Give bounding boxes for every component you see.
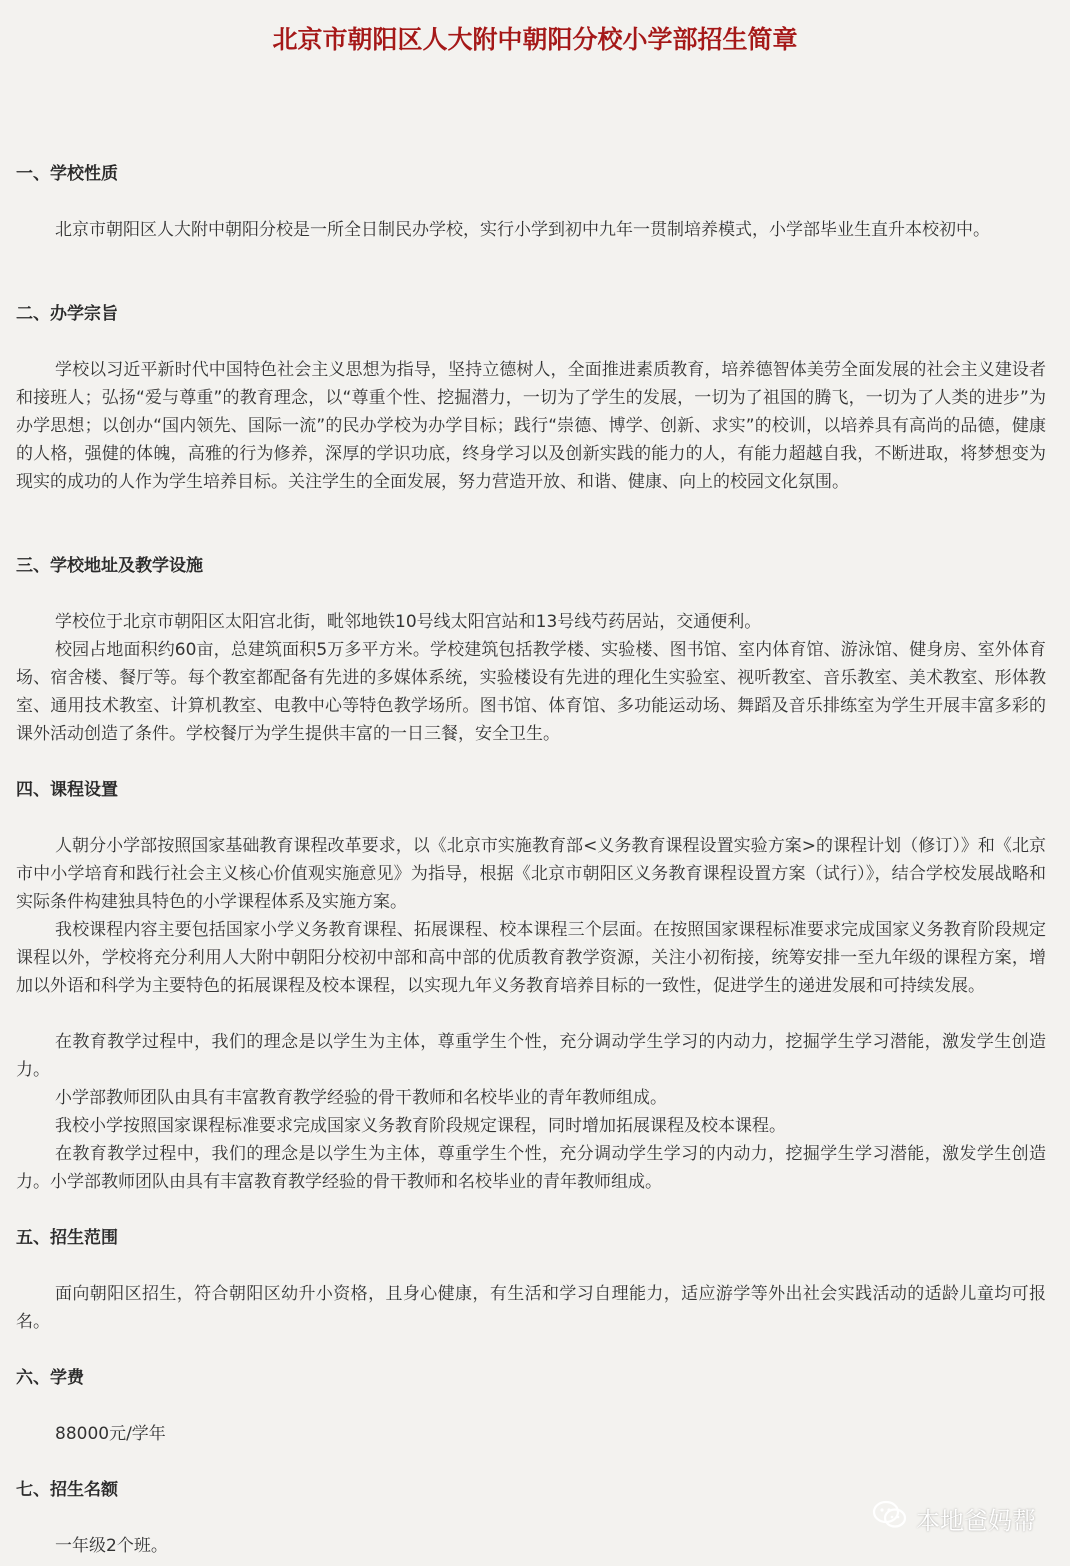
paragraph: 我校小学按照国家课程标准要求完成国家义务教育阶段规定课程，同时增加拓展课程及校本课程。 <box>55 1116 786 1136</box>
paragraph: 学校以习近平新时代中国特色社会主义思想为指导，坚持立德树人，全面推进素质教育，培养德智体美劳全面发展的社会主义建设者和接班人；弘扬“爱与尊重”的教育理念，以“尊重个性、挖掘潜力，一切为了学生的发展，一切为了祖国的腾飞，一切为了人类的进步”为办学思想；以创办“国内领先、国际一流”的民办学校为办学目标；践行“崇德、博学、创新、求实”的校训，以培养具有高尚的品德，健康的人格，强健的体魄，高雅的行为修养，深厚的学识功底，终身学习以及创新实践的能力的人，有能力超越自我，不断进取，将梦想变为现实的成功的人作为学生培养目标。关注学生的全面发展，努力营造开放、和谐、健康、向上的校园文化氛围。 <box>16 360 1046 492</box>
paragraph: 面向朝阳区招生，符合朝阳区幼升小资格，且身心健康，有生活和学习自理能力，适应游学等外出社会实践活动的适龄儿童均可报名。 <box>16 1284 1046 1332</box>
quota-value: 一年级2个班。 <box>55 1536 168 1556</box>
watermark <box>872 1500 1036 1536</box>
section-heading-curriculum: 四、课程设置 <box>16 780 118 800</box>
paragraph: 学校位于北京市朝阳区太阳宫北街，毗邻地铁10号线太阳宫站和13号线芍药居站，交通便利。 <box>55 612 762 632</box>
wechat-icon <box>872 1500 916 1536</box>
section-heading-nature: 一、学校性质 <box>16 164 118 184</box>
paragraph: 小学部教师团队由具有丰富教育教学经验的骨干教师和名校毕业的青年教师组成。 <box>55 1088 667 1108</box>
paragraph: 我校课程内容主要包括国家小学义务教育课程、拓展课程、校本课程三个层面。在按照国家课程标准要求完成国家义务教育阶段规定课程以外，学校将充分利用人大附中朝阳分校初中部和高中部的优质教育教学资源，关注小初衔接，统筹安排一至九年级的课程方案，增加以外语和科学为主要特色的拓展课程及校本课程，以实现九年义务教育培养目标的一致性，促进学生的递进发展和可持续发展。 <box>16 920 1046 996</box>
paragraph: 北京市朝阳区人大附中朝阳分校是一所全日制民办学校，实行小学到初中九年一贯制培养模式，小学部毕业生直升本校初中。 <box>55 220 990 240</box>
section-heading-enrollment-scope: 五、招生范围 <box>16 1228 118 1248</box>
watermark-text: 本地爸妈帮 <box>916 1506 1036 1535</box>
paragraph: 人朝分小学部按照国家基础教育课程改革要求，以《北京市实施教育部<义务教育课程设置实验方案>的课程计划（修订）》和《北京市中小学培育和践行社会主义核心价值观实施意见》为指导，根据《北京市朝阳区义务教育课程设置方案（试行）》，结合学校发展战略和实际条件构建独具特色的小学课程体系及实施方案。 <box>16 836 1046 912</box>
section-heading-address-facilities: 三、学校地址及教学设施 <box>16 556 203 576</box>
section-heading-tuition: 六、学费 <box>16 1368 84 1388</box>
section-heading-quota: 七、招生名额 <box>16 1480 118 1500</box>
paragraph: 在教育教学过程中，我们的理念是以学生为主体，尊重学生个性，充分调动学生学习的内动力，挖掘学生学习潜能，激发学生创造力。 <box>16 1032 1046 1080</box>
paragraph: 校园占地面积约60亩，总建筑面积5万多平方米。学校建筑包括教学楼、实验楼、图书馆、室内体育馆、游泳馆、健身房、室外体育场、宿舍楼、餐厅等。每个教室都配备有先进的多媒体系统，实验楼设有先进的理化生实验室、视听教室、音乐教室、美术教室、形体教室、通用技术教室、计算机教室、电教中心等特色教学场所。图书馆、体育馆、多功能运动场、舞蹈及音乐排练室为学生开展丰富多彩的课外活动创造了条件。学校餐厅为学生提供丰富的一日三餐，安全卫生。 <box>16 640 1046 744</box>
page-title: 北京市朝阳区人大附中朝阳分校小学部招生简章 <box>272 25 798 54</box>
tuition-value: 88000元/学年 <box>55 1424 166 1444</box>
section-heading-purpose: 二、办学宗旨 <box>16 304 118 324</box>
paragraph: 在教育教学过程中，我们的理念是以学生为主体，尊重学生个性，充分调动学生学习的内动力，挖掘学生学习潜能，激发学生创造力。小学部教师团队由具有丰富教育教学经验的骨干教师和名校毕业的青年教师组成。 <box>16 1144 1046 1192</box>
